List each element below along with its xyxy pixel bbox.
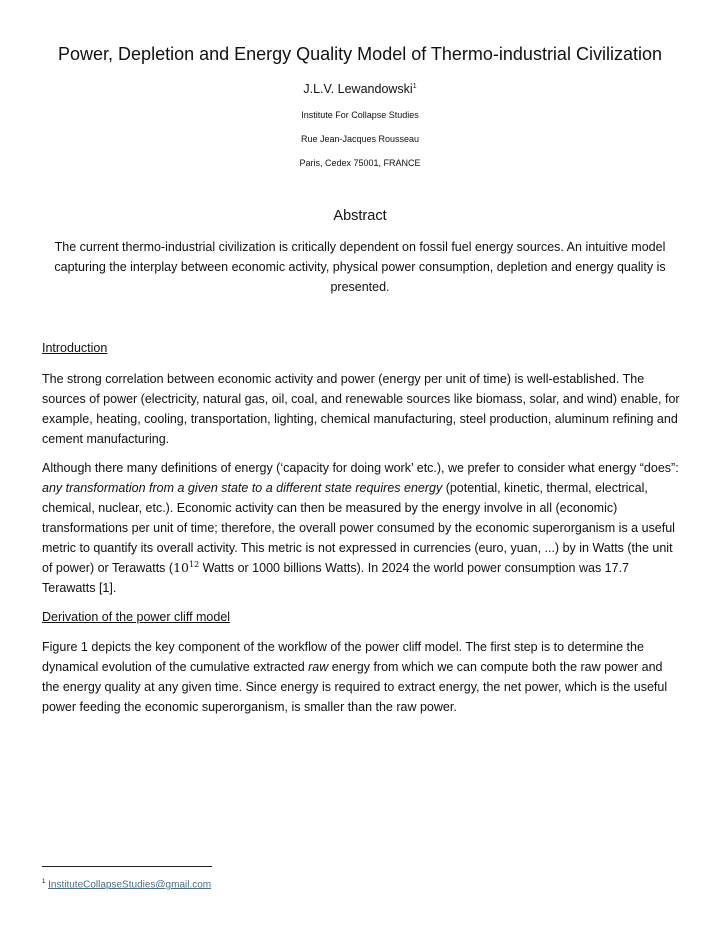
power-of-ten	[173, 560, 199, 575]
deriv-p1-part-b: energy from which we can compute both the raw power and the energy quality at any given time. Since energy is required to extract energy, the net power, which is the useful power feeding the economic superorganism, is smaller than the raw power.	[42, 660, 668, 714]
intro-p2-part-a: Although there many definitions of energy (‘capacity for doing work’ etc.), we prefer to consider what energy “does”:	[42, 461, 679, 475]
deriv-p1-emphasis: raw	[308, 660, 329, 674]
abstract-heading: Abstract	[333, 208, 387, 224]
introduction-paragraph-1: The strong correlation between economic activity and power (energy per unit of time) is well-established. The sources of power (electricity, natural gas, oil, coal, and renewable sources like biomass, solar, and wind) enable, for example, heating, cooling, transportation, lighting, chemical manufacturing, steel production, aluminum refining and cement manufacturing.	[42, 372, 680, 446]
deriv-p1-part-a: Figure 1 depicts the key component of the workflow of the power cliff model. The first step is to determine the dynamical evolution of the cumulative extracted	[42, 640, 644, 674]
paper-title: Power, Depletion and Energy Quality Model of Thermo-industrial Civilization	[58, 44, 662, 64]
footnote-email-link[interactable]: InstituteCollapseStudies@gmail.com	[48, 879, 212, 891]
abstract-text: The current thermo-industrial civilization is critically dependent on fossil fuel energy sources. An intuitive model capturing the interplay between economic activity, physical power consumption, depletion and energy quality is presented.	[54, 240, 666, 294]
affiliation-street: Rue Jean-Jacques Rousseau	[300, 134, 420, 144]
footnote-mark: 1	[42, 879, 46, 885]
power-exponent: 12	[188, 559, 200, 569]
intro-p2-emphasis: any transformation from a given state to a different state requires energy	[42, 481, 443, 495]
author-name: J.L.V. Lewandowski	[303, 82, 413, 97]
author-footnote-mark: 1	[412, 83, 417, 90]
derivation-heading: Derivation of the power cliff model	[42, 610, 231, 624]
intro-p2-part-c: Watts or 1000 billions Watts). In 2024 the world power consumption was 17.7 Terawatts [1].	[42, 561, 630, 595]
footnote	[42, 875, 211, 892]
author-line	[0, 79, 720, 97]
intro-p2-part-b: (potential, kinetic, thermal, electrical, chemical, nuclear, etc.). Economic activity can then be measured by the energy involve in all (economic) transformations per unit of time; therefore, the overall power consumed by the economic superorganism is a useful metric to quantify its overall activity. This metric is not expressed in currencies (euro, yuan, ...) by in Watts (the unit of power) or Terawatts (	[42, 481, 675, 575]
derivation-paragraph-1	[42, 637, 682, 717]
footnote-divider	[42, 866, 212, 867]
affiliation-city: Paris, Cedex 75001, FRANCE	[299, 158, 421, 168]
introduction-paragraph-2	[42, 458, 682, 598]
introduction-heading: Introduction	[42, 341, 108, 355]
power-base: 10	[173, 560, 189, 575]
affiliation-institute: Institute For Collapse Studies	[301, 110, 419, 120]
